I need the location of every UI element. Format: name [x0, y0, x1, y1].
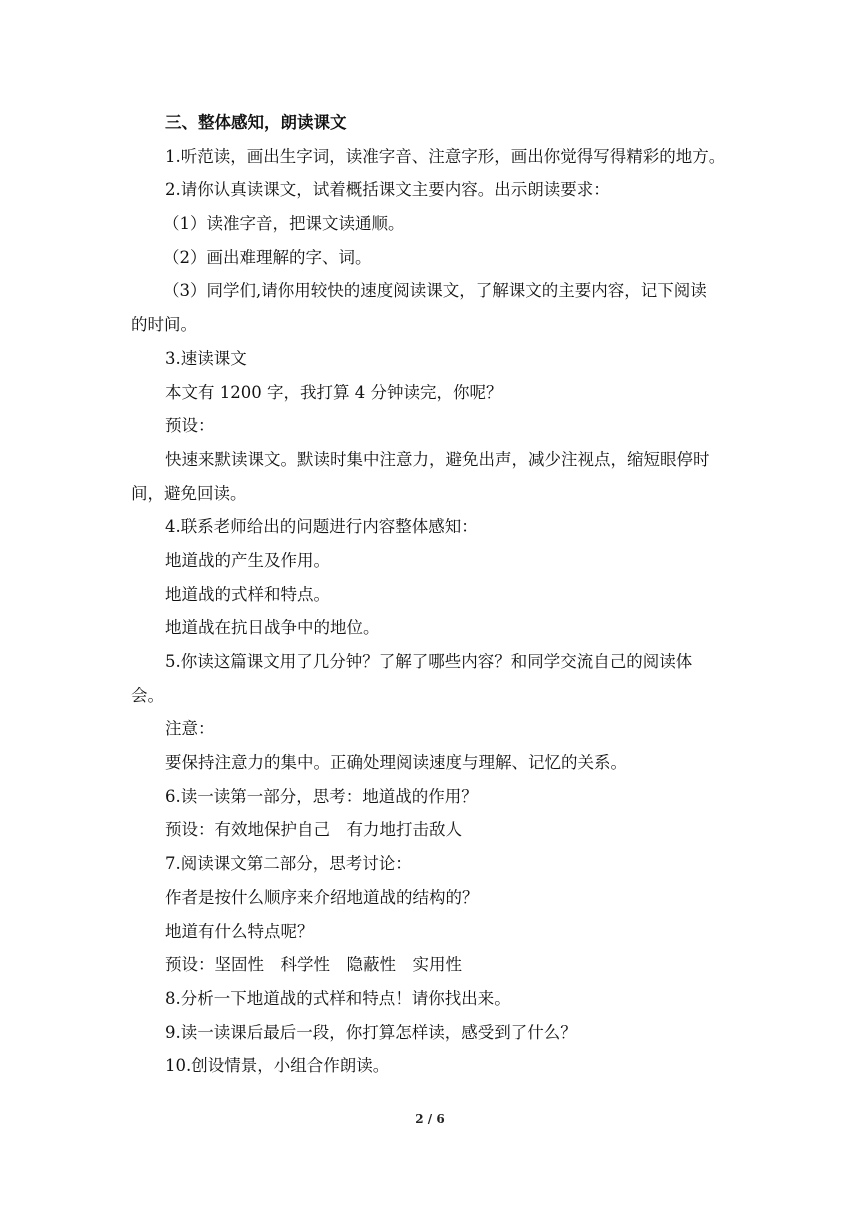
paragraph-line: 9.读一读课后最后一段，你打算怎样读，感受到了什么？: [165, 1022, 577, 1042]
paragraph-line: （3）同学们,请你用较快的速度阅读课文，了解课文的主要内容，记下阅读: [163, 281, 707, 301]
paragraph-line: 本文有 1200 字，我打算 4 分钟读完，你呢？: [165, 382, 503, 402]
paragraph-line: 8.分析一下地道战的式样和特点！请你找出来。: [165, 988, 511, 1008]
paragraph-line: 预设：有效地保护自己 有力地打击敌人: [165, 820, 462, 840]
paragraph-line: 要保持注意力的集中。正确处理阅读速度与理解、记忆的关系。: [165, 753, 627, 773]
paragraph-line: 的时间。: [131, 315, 197, 335]
paragraph-line: 10.创设情景，小组合作朗读。: [165, 1056, 390, 1076]
paragraph-line: （2）画出难理解的字、词。: [163, 247, 372, 267]
paragraph-line: 1.听范读，画出生字词，读准字音、注意字形，画出你觉得写得精彩的地方。: [165, 146, 726, 166]
document-body: [131, 106, 731, 1083]
paragraph-line: 会。: [131, 685, 164, 705]
section-heading: 三、整体感知，朗读课文: [165, 113, 347, 132]
paragraph-line: 5.你读这篇课文用了几分钟？了解了哪些内容？和同学交流自己的阅读体: [165, 652, 693, 671]
paragraph-line: 7.阅读课文第二部分，思考讨论：: [165, 854, 412, 874]
paragraph-line: 6.读一读第一部分，思考：地道战的作用？: [165, 786, 478, 806]
paragraph-line: （1）读准字音，把课文读通顺。: [163, 214, 405, 234]
paragraph-line: 4.联系老师给出的问题进行内容整体感知：: [165, 517, 478, 537]
paragraph-line: 作者是按什么顺序来介绍地道战的结构的？: [165, 887, 479, 907]
paragraph-line: 间，避免回读。: [131, 483, 247, 503]
paragraph-line: 快速来默读课文。默读时集中注意力，避免出声，减少注视点，缩短眼停时: [165, 449, 710, 469]
paragraph-line: 注意：: [165, 719, 215, 739]
paragraph-line: 3.速读课文: [165, 348, 247, 368]
paragraph-line: 地道战在抗日战争中的地位。: [165, 618, 380, 638]
paragraph-line: 2.请你认真读课文，试着概括课文主要内容。出示朗读要求：: [165, 180, 610, 200]
paragraph-line: 地道战的式样和特点。: [165, 584, 330, 604]
page-number: 2 / 6: [415, 1112, 445, 1126]
paragraph-line: 预设：坚固性 科学性 隐蔽性 实用性: [165, 955, 462, 975]
paragraph-line: 预设：: [165, 416, 215, 436]
paragraph-line: 地道有什么特点呢？: [165, 921, 314, 941]
paragraph-line: 地道战的产生及作用。: [165, 550, 330, 570]
